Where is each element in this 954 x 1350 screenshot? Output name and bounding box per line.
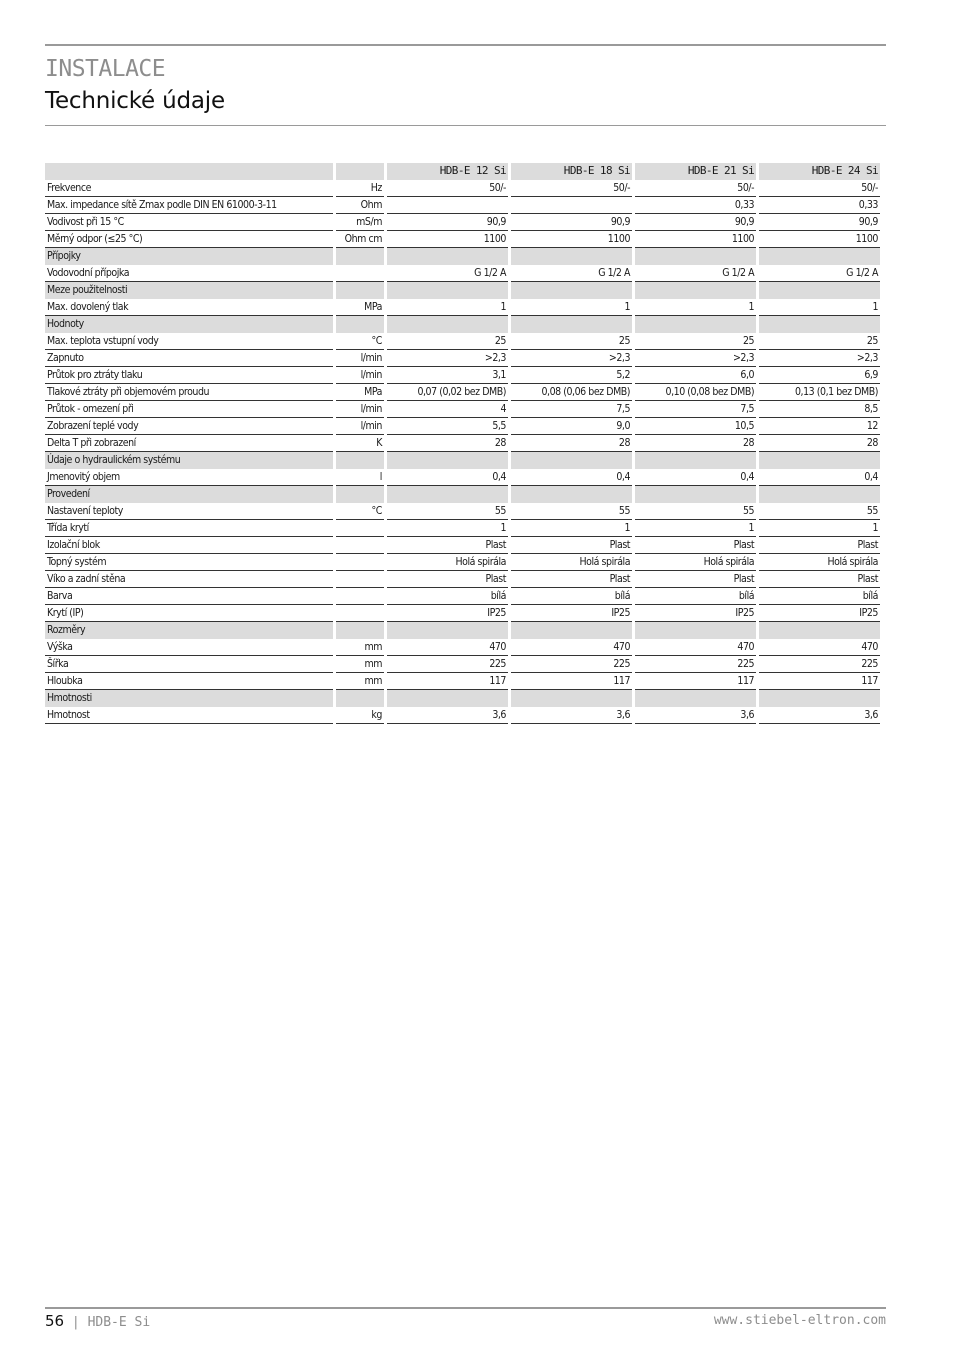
value-cell: 1100 — [635, 231, 756, 248]
value-cell: 1100 — [511, 231, 632, 248]
row-unit: mS/m — [336, 214, 384, 231]
row-unit: MPa — [336, 384, 384, 401]
row-unit — [336, 605, 384, 622]
group-filler-cell — [635, 452, 756, 469]
group-label: Hodnoty — [45, 316, 333, 333]
value-cell: IP25 — [635, 605, 756, 622]
value-cell: 28 — [387, 435, 508, 452]
group-row — [45, 622, 880, 639]
row-label: Topný systém — [45, 554, 333, 571]
value-cell: 7,5 — [511, 401, 632, 418]
table-row — [45, 554, 880, 571]
value-cell: Plast — [387, 537, 508, 554]
row-unit: °C — [336, 333, 384, 350]
group-label: Údaje o hydraulickém systému — [45, 452, 333, 469]
row-label: Nastavení teploty — [45, 503, 333, 520]
row-label: Krytí (IP) — [45, 605, 333, 622]
row-label: Delta T při zobrazení — [45, 435, 333, 452]
value-cell: bílá — [387, 588, 508, 605]
row-unit — [336, 265, 384, 282]
table-row — [45, 469, 880, 486]
group-label: Provedení — [45, 486, 333, 503]
group-row — [45, 486, 880, 503]
value-cell: 1 — [635, 520, 756, 537]
group-filler-cell — [387, 690, 508, 707]
value-cell: 3,6 — [387, 707, 508, 724]
value-cell: 117 — [387, 673, 508, 690]
technical-data-table — [42, 163, 883, 724]
value-cell: 3,6 — [759, 707, 880, 724]
group-filler-cell — [511, 622, 632, 639]
value-cell: 117 — [511, 673, 632, 690]
group-row — [45, 248, 880, 265]
table-row — [45, 299, 880, 316]
value-cell: 1 — [511, 299, 632, 316]
row-label: Max. impedance sítě Zmax podle DIN EN 61000-3-11 — [45, 197, 333, 214]
row-label: Max. dovolený tlak — [45, 299, 333, 316]
table-row — [45, 537, 880, 554]
value-cell: 0,08 (0,06 bez DMB) — [511, 384, 632, 401]
table-row — [45, 231, 880, 248]
group-filler-cell — [635, 248, 756, 265]
value-cell: 1 — [511, 520, 632, 537]
value-cell: IP25 — [387, 605, 508, 622]
top-rule — [45, 44, 886, 46]
row-label: Hloubka — [45, 673, 333, 690]
group-filler-cell — [759, 282, 880, 299]
value-cell: Plast — [759, 537, 880, 554]
group-filler-cell — [759, 486, 880, 503]
value-cell: 470 — [635, 639, 756, 656]
value-cell: 90,9 — [387, 214, 508, 231]
value-cell: Holá spirála — [387, 554, 508, 571]
value-cell: 0,13 (0,1 bez DMB) — [759, 384, 880, 401]
group-row — [45, 282, 880, 299]
value-cell: 90,9 — [759, 214, 880, 231]
value-cell: Holá spirála — [511, 554, 632, 571]
title-rule — [45, 125, 886, 126]
value-cell: 1 — [387, 299, 508, 316]
table-row — [45, 588, 880, 605]
value-cell: Plast — [511, 537, 632, 554]
value-cell: Plast — [635, 571, 756, 588]
row-label: Třída krytí — [45, 520, 333, 537]
header-label-cell — [45, 163, 333, 180]
row-label: Šířka — [45, 656, 333, 673]
value-cell: 225 — [635, 656, 756, 673]
group-filler-cell — [387, 622, 508, 639]
row-label: Barva — [45, 588, 333, 605]
value-cell: 10,5 — [635, 418, 756, 435]
table-row — [45, 214, 880, 231]
table-row — [45, 435, 880, 452]
group-filler-cell — [387, 248, 508, 265]
row-label: Průtok - omezení při — [45, 401, 333, 418]
row-label: Izolační blok — [45, 537, 333, 554]
value-cell: 0,10 (0,08 bez DMB) — [635, 384, 756, 401]
group-filler-cell — [759, 452, 880, 469]
group-filler-cell — [511, 690, 632, 707]
value-cell: 117 — [759, 673, 880, 690]
value-cell: 1100 — [387, 231, 508, 248]
row-label: Frekvence — [45, 180, 333, 197]
value-cell: 3,6 — [635, 707, 756, 724]
value-cell: 470 — [759, 639, 880, 656]
value-cell: 1 — [635, 299, 756, 316]
group-label: Rozměry — [45, 622, 333, 639]
table-row — [45, 367, 880, 384]
value-cell: 50/- — [511, 180, 632, 197]
row-unit: mm — [336, 673, 384, 690]
header-unit-cell — [336, 163, 384, 180]
value-cell: 55 — [511, 503, 632, 520]
row-label: Hmotnost — [45, 707, 333, 724]
group-filler-cell — [511, 282, 632, 299]
value-cell: 1 — [759, 299, 880, 316]
value-cell: Holá spirála — [635, 554, 756, 571]
row-unit: K — [336, 435, 384, 452]
row-label: Víko a zadní stěna — [45, 571, 333, 588]
value-cell: 0,33 — [759, 197, 880, 214]
value-cell: 0,4 — [759, 469, 880, 486]
table-row — [45, 418, 880, 435]
value-cell: 6,9 — [759, 367, 880, 384]
value-cell: 225 — [759, 656, 880, 673]
value-cell: 470 — [511, 639, 632, 656]
group-filler-cell — [759, 622, 880, 639]
value-cell: 6,0 — [635, 367, 756, 384]
value-cell: >2,3 — [511, 350, 632, 367]
table-row — [45, 197, 880, 214]
group-filler-cell — [511, 248, 632, 265]
row-label: Max. teplota vstupní vody — [45, 333, 333, 350]
group-filler-cell — [336, 282, 384, 299]
table-row — [45, 180, 880, 197]
group-filler-cell — [387, 316, 508, 333]
value-cell: Plast — [387, 571, 508, 588]
group-filler-cell — [759, 316, 880, 333]
group-label: Meze použitelnosti — [45, 282, 333, 299]
row-unit: l — [336, 469, 384, 486]
value-cell: 55 — [635, 503, 756, 520]
value-cell: 0,07 (0,02 bez DMB) — [387, 384, 508, 401]
value-cell: Plast — [511, 571, 632, 588]
group-filler-cell — [511, 452, 632, 469]
value-cell: 7,5 — [635, 401, 756, 418]
row-unit: kg — [336, 707, 384, 724]
group-filler-cell — [387, 282, 508, 299]
value-cell: Plast — [759, 571, 880, 588]
value-cell: IP25 — [759, 605, 880, 622]
row-label: Výška — [45, 639, 333, 656]
value-cell: >2,3 — [387, 350, 508, 367]
row-label: Tlakové ztráty při objemovém proudu — [45, 384, 333, 401]
group-filler-cell — [511, 486, 632, 503]
table-row — [45, 571, 880, 588]
table-row — [45, 503, 880, 520]
value-cell: bílá — [635, 588, 756, 605]
group-filler-cell — [336, 316, 384, 333]
value-cell: 225 — [387, 656, 508, 673]
value-cell: 25 — [511, 333, 632, 350]
group-filler-cell — [635, 282, 756, 299]
value-cell: 28 — [759, 435, 880, 452]
value-cell: 12 — [759, 418, 880, 435]
value-cell: 0,4 — [635, 469, 756, 486]
row-unit — [336, 554, 384, 571]
value-cell — [387, 197, 508, 214]
footer-product: HDB-E Si — [87, 1315, 151, 1330]
group-row — [45, 690, 880, 707]
group-filler-cell — [387, 486, 508, 503]
row-label: Jmenovitý objem — [45, 469, 333, 486]
value-cell: 50/- — [387, 180, 508, 197]
value-cell: G 1/2 A — [511, 265, 632, 282]
value-cell: 28 — [511, 435, 632, 452]
row-label: Zobrazení teplé vody — [45, 418, 333, 435]
value-cell: 0,33 — [635, 197, 756, 214]
value-cell: 5,5 — [387, 418, 508, 435]
column-header: HDB-E 18 Si — [511, 163, 632, 180]
value-cell: 1100 — [759, 231, 880, 248]
row-unit: Ohm — [336, 197, 384, 214]
row-unit: mm — [336, 639, 384, 656]
table-header-row — [45, 163, 880, 180]
value-cell: >2,3 — [635, 350, 756, 367]
table-row — [45, 673, 880, 690]
row-unit: l/min — [336, 367, 384, 384]
table-row — [45, 384, 880, 401]
column-header: HDB-E 21 Si — [635, 163, 756, 180]
value-cell: G 1/2 A — [759, 265, 880, 282]
value-cell: 1 — [759, 520, 880, 537]
group-filler-cell — [336, 690, 384, 707]
value-cell: 28 — [635, 435, 756, 452]
row-unit: Ohm cm — [336, 231, 384, 248]
row-label: Vodovodní přípojka — [45, 265, 333, 282]
value-cell: 90,9 — [511, 214, 632, 231]
value-cell: 3,6 — [511, 707, 632, 724]
value-cell — [511, 197, 632, 214]
group-row — [45, 316, 880, 333]
value-cell: IP25 — [511, 605, 632, 622]
row-unit: MPa — [336, 299, 384, 316]
table-row — [45, 707, 880, 724]
row-unit: l/min — [336, 418, 384, 435]
table-row — [45, 333, 880, 350]
group-label: Přípojky — [45, 248, 333, 265]
group-filler-cell — [336, 248, 384, 265]
value-cell: 117 — [635, 673, 756, 690]
row-unit: l/min — [336, 350, 384, 367]
value-cell: 25 — [759, 333, 880, 350]
group-filler-cell — [511, 316, 632, 333]
group-filler-cell — [635, 486, 756, 503]
group-filler-cell — [336, 452, 384, 469]
group-filler-cell — [387, 452, 508, 469]
value-cell: 0,4 — [387, 469, 508, 486]
value-cell: G 1/2 A — [387, 265, 508, 282]
table-row — [45, 350, 880, 367]
table-body — [45, 180, 880, 724]
value-cell: 25 — [387, 333, 508, 350]
row-unit — [336, 588, 384, 605]
value-cell: 470 — [387, 639, 508, 656]
bottom-rule — [45, 1307, 886, 1309]
value-cell: G 1/2 A — [635, 265, 756, 282]
row-label: Vodivost při 15 °C — [45, 214, 333, 231]
row-unit — [336, 537, 384, 554]
table-row — [45, 265, 880, 282]
value-cell: 1 — [387, 520, 508, 537]
value-cell: 225 — [511, 656, 632, 673]
row-unit: Hz — [336, 180, 384, 197]
value-cell: 8,5 — [759, 401, 880, 418]
row-unit: l/min — [336, 401, 384, 418]
value-cell: 5,2 — [511, 367, 632, 384]
value-cell: >2,3 — [759, 350, 880, 367]
group-filler-cell — [336, 622, 384, 639]
footer-url: www.stiebel-eltron.com — [713, 1313, 886, 1328]
group-filler-cell — [336, 486, 384, 503]
value-cell: 4 — [387, 401, 508, 418]
table-row — [45, 520, 880, 537]
section-title: INSTALACE — [45, 56, 166, 82]
column-header: HDB-E 12 Si — [387, 163, 508, 180]
footer-left — [45, 1311, 150, 1333]
row-label: Zapnuto — [45, 350, 333, 367]
row-label: Průtok pro ztráty tlaku — [45, 367, 333, 384]
group-filler-cell — [759, 690, 880, 707]
table-row — [45, 605, 880, 622]
row-unit: mm — [336, 656, 384, 673]
value-cell: 50/- — [759, 180, 880, 197]
table-row — [45, 401, 880, 418]
table-row — [45, 656, 880, 673]
group-filler-cell — [635, 316, 756, 333]
value-cell: bílá — [511, 588, 632, 605]
row-unit — [336, 571, 384, 588]
page-title: Technické údaje — [45, 88, 225, 114]
group-row — [45, 452, 880, 469]
value-cell: 55 — [759, 503, 880, 520]
value-cell: Holá spirála — [759, 554, 880, 571]
value-cell: 90,9 — [635, 214, 756, 231]
value-cell: 0,4 — [511, 469, 632, 486]
value-cell: 9,0 — [511, 418, 632, 435]
row-unit — [336, 520, 384, 537]
column-header: HDB-E 24 Si — [759, 163, 880, 180]
group-label: Hmotnosti — [45, 690, 333, 707]
footer-separator: | — [71, 1315, 80, 1330]
table-row — [45, 639, 880, 656]
page-number: 56 — [45, 1312, 65, 1330]
group-filler-cell — [635, 690, 756, 707]
value-cell: 55 — [387, 503, 508, 520]
value-cell: 3,1 — [387, 367, 508, 384]
row-unit: °C — [336, 503, 384, 520]
group-filler-cell — [635, 622, 756, 639]
value-cell: Plast — [635, 537, 756, 554]
row-label: Měrný odpor (≤25 °C) — [45, 231, 333, 248]
value-cell: 50/- — [635, 180, 756, 197]
value-cell: 25 — [635, 333, 756, 350]
value-cell: bílá — [759, 588, 880, 605]
group-filler-cell — [759, 248, 880, 265]
